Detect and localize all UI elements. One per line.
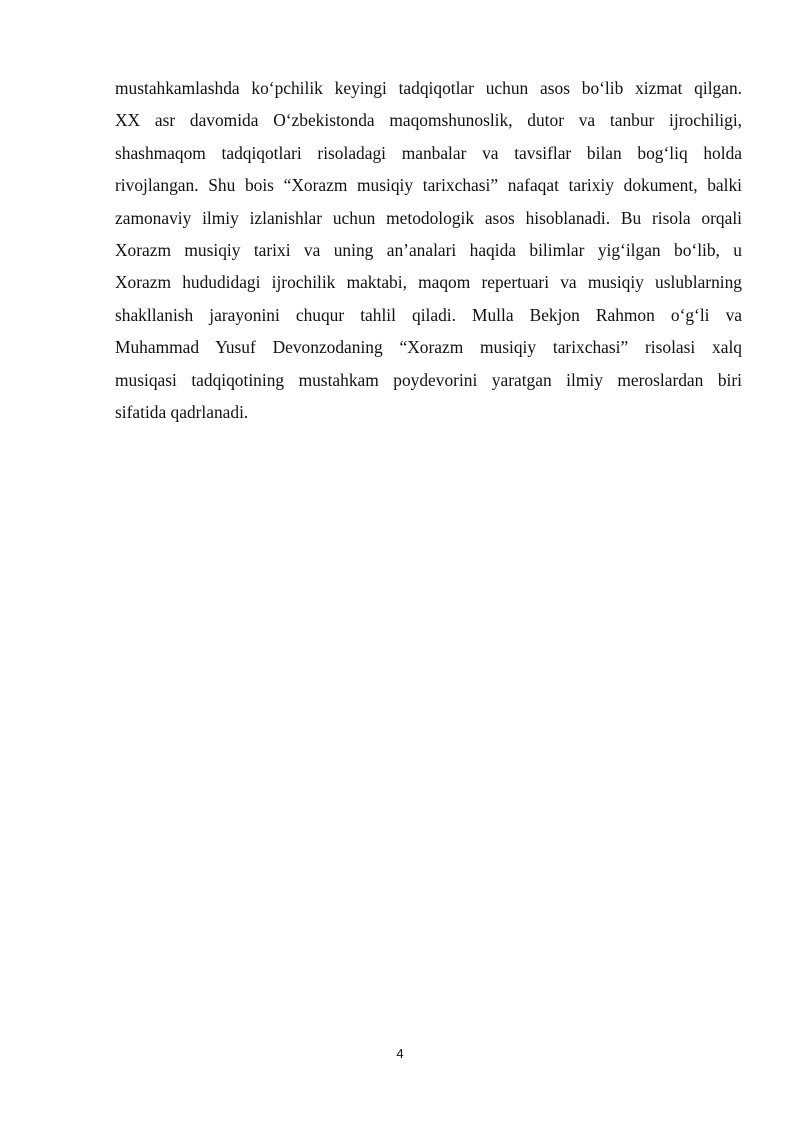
paragraph-line: rivojlangan. Shu bois “Xorazm musiqiy tarixchasi” nafaqat tarixiy dokument, balki: [115, 175, 742, 196]
paragraph-line: Muhammad Yusuf Devonzodaning “Xorazm musiqiy tarixchasi” risolasi xalq: [115, 337, 742, 358]
paragraph-line: shashmaqom tadqiqotlari risoladagi manbalar va tavsiflar bilan bog‘liq holda: [115, 142, 742, 163]
paragraph-line: zamonaviy ilmiy izlanishlar uchun metodologik asos hisoblanadi. Bu risola orqali: [115, 207, 742, 228]
paragraph-line: XX asr davomida O‘zbekistonda maqomshunoslik, dutor va tanbur ijrochiligi,: [115, 110, 742, 131]
paragraph-line: musiqasi tadqiqotining mustahkam poydevorini yaratgan ilmiy meroslardan biri: [115, 369, 742, 390]
paragraph-line: Xorazm hududidagi ijrochilik maktabi, maqom repertuari va musiqiy uslublarning: [115, 272, 742, 293]
page-number: 4: [396, 1046, 404, 1061]
paragraph-line: Xorazm musiqiy tarixi va uning an’analari haqida bilimlar yig‘ilgan bo‘lib, u: [115, 239, 742, 260]
paragraph-line: shakllanish jarayonini chuqur tahlil qiladi. Mulla Bekjon Rahmon o‘g‘li va: [115, 304, 742, 325]
body-paragraph: [115, 72, 742, 428]
paragraph-line: mustahkamlashda ko‘pchilik keyingi tadqiqotlar uchun asos bo‘lib xizmat qilgan.: [115, 78, 742, 98]
paragraph-line: sifatida qadrlanadi.: [115, 401, 249, 422]
